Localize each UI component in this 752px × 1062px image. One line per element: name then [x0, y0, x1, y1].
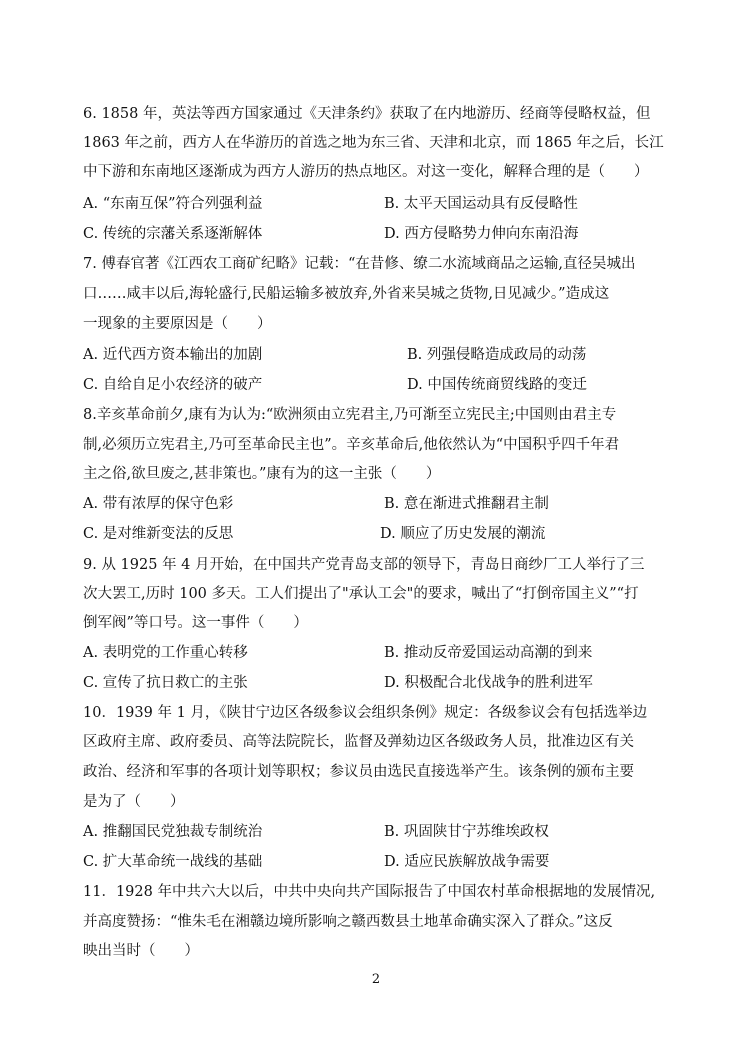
question-9-line-3: 倒军阀”等口号。这一事件（ ） [83, 615, 308, 631]
question-10-line-2: 区政府主席、政府委员、高等法院院长，监督及弹劾边区各级政务人员，批准边区有关 [83, 734, 634, 750]
question-10-line-3: 政治、经济和军事的各项计划等职权；参议员由选民直接选举产生。该条例的颁布主要 [83, 764, 634, 780]
question-8-line-2: 制,必须历立宪君主,乃可至革命民主也”。辛亥革命后,他依然认为“中国积乎四千年君 [83, 437, 620, 453]
question-7-option-a[interactable]: A. 近代西方资本输出的加剧 [83, 347, 263, 363]
question-10-option-b[interactable]: B. 巩固陕甘宁苏维埃政权 [384, 824, 549, 840]
question-11-line-1: 11．1928 年中共六大以后，中共中央向共产国际报告了中国农村革命根据地的发展情况, [83, 884, 656, 900]
question-7-option-d[interactable]: D. 中国传统商贸线路的变迁 [407, 377, 587, 393]
question-9-line-2: 次大罢工,历时 100 多天。工人们提出了"承认工会"的要求，喊出了“打倒帝国主义”“打 [83, 586, 639, 602]
question-8-option-c[interactable]: C. 是对维新变法的反思 [83, 526, 234, 542]
question-10-option-a[interactable]: A. 推翻国民党独裁专制统治 [83, 824, 263, 840]
question-9-line-1: 9. 从 1925 年 4 月开始，在中国共产党青岛支部的领导下，青岛日商纱厂工人举行了三 [83, 557, 645, 573]
question-8-option-d[interactable]: D. 顺应了历史发展的潮流 [380, 526, 546, 542]
question-8-option-b[interactable]: B. 意在渐进式推翻君主制 [384, 496, 549, 512]
question-11-line-2: 并高度赞扬：“惟朱毛在湘赣边境所影响之赣西数县土地革命确实深入了群众。”这反 [83, 914, 613, 930]
question-10-line-4: 是为了（ ） [83, 794, 185, 810]
question-10-option-c[interactable]: C. 扩大革命统一战线的基础 [83, 854, 263, 870]
question-8-line-1: 8.辛亥革命前夕,康有为认为:“欧洲须由立宪君主,乃可渐至立宪民主;中国则由君主专 [83, 407, 617, 423]
question-6-option-a[interactable]: A. “东南互保”符合列强利益 [83, 196, 263, 212]
question-6-line-1: 6. 1858 年，英法等西方国家通过《天津条约》获取了在内地游历、经商等侵略权益，但 [83, 106, 651, 122]
question-8-option-a[interactable]: A. 带有浓厚的保守色彩 [83, 496, 234, 512]
question-7-line-1: 7. 傅春官著《江西农工商矿纪略》记载：“在昔修、缭二水流域商品之运输,直径吴城出 [83, 256, 636, 272]
question-6-line-2: 1863 年之前，西方人在华游历的首选之地为东三省、天津和北京，而 1865 年之后，长江 [83, 135, 664, 151]
question-7-line-3: 一现象的主要原因是（ ） [83, 316, 272, 332]
question-7-line-2: 口……咸丰以后,海轮盛行,民船运输多被放弃,外省来吴城之货物,日见减少。”造成这 [83, 286, 610, 302]
question-9-option-b[interactable]: B. 推动反帝爱国运动高潮的到来 [384, 645, 593, 661]
question-6-option-b[interactable]: B. 太平天国运动具有反侵略性 [384, 196, 578, 212]
question-6-option-d[interactable]: D. 西方侵略势力伸向东南沿海 [384, 226, 579, 242]
question-9-option-c[interactable]: C. 宣传了抗日救亡的主张 [83, 675, 248, 691]
question-9-option-d[interactable]: D. 积极配合北伐战争的胜利进军 [384, 675, 593, 691]
question-7-option-c[interactable]: C. 自给自足小农经济的破产 [83, 377, 263, 393]
question-9-option-a[interactable]: A. 表明党的工作重心转移 [83, 645, 248, 661]
question-10-line-1: 10．1939 年 1 月，《陕甘宁边区各级参议会组织条例》规定：各级参议会有包括选举边 [83, 705, 648, 721]
question-8-line-3: 主之俗,欲旦废之,甚非策也。”康有为的这一主张（ ） [83, 466, 441, 482]
question-6-line-3: 中下游和东南地区逐渐成为西方人游历的热点地区。对这一变化，解释合理的是（ ） [83, 164, 649, 180]
question-7-option-b[interactable]: B. 列强侵略造成政局的动荡 [407, 347, 587, 363]
question-6-option-c[interactable]: C. 传统的宗藩关系逐渐解体 [83, 226, 263, 242]
question-10-option-d[interactable]: D. 适应民族解放战争需要 [384, 854, 550, 870]
page-number: 2 [371, 972, 381, 987]
question-11-line-3: 映出当时（ ） [83, 943, 199, 959]
